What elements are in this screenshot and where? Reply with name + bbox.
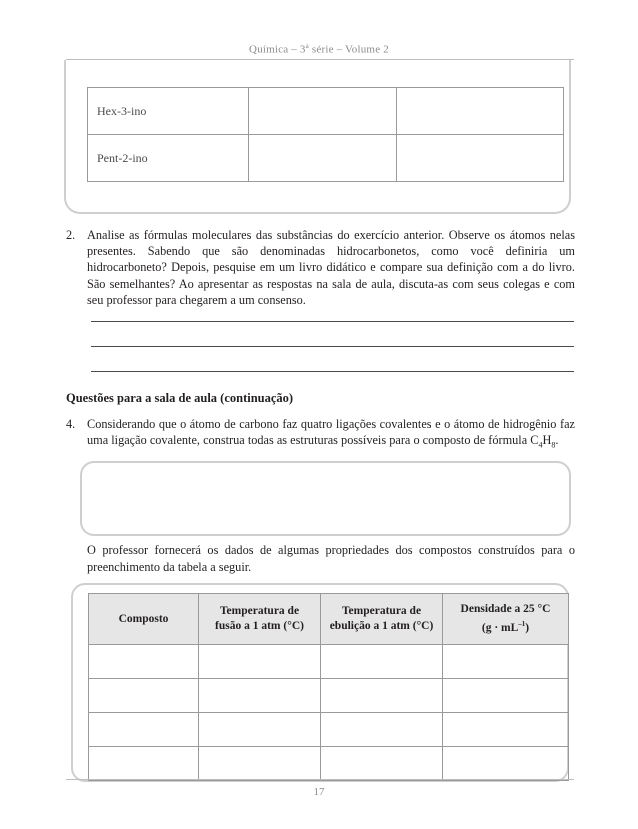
table-row: [88, 88, 564, 135]
answer-cell[interactable]: [443, 747, 569, 781]
table-row: [89, 713, 569, 747]
answer-cell[interactable]: [321, 713, 443, 747]
answer-cell[interactable]: [321, 645, 443, 679]
answer-cell[interactable]: [199, 679, 321, 713]
answer-line[interactable]: [91, 346, 574, 347]
header-density: Densidade a 25 °C $(g \cdot mL^{-1})$: [443, 594, 569, 645]
table-row: [89, 645, 569, 679]
answer-cell[interactable]: [89, 713, 199, 747]
page-number: 17: [313, 786, 325, 798]
answer-cell[interactable]: [397, 135, 564, 182]
question-text: Considerando que o átomo de carbono faz quatro ligações covalentes e o átomo de hidrogênio faz uma ligação covalente, construa todas as estruturas possíveis para o composto de fórmula $C_4H_8$.: [87, 417, 575, 450]
answer-cell[interactable]: [199, 747, 321, 781]
answer-line[interactable]: [91, 321, 574, 322]
answer-cell[interactable]: [321, 747, 443, 781]
compound-name-cell: Pent-2-ino: [88, 135, 249, 182]
section-title: Questões para a sala de aula (continuação): [66, 391, 294, 405]
answer-cell[interactable]: [443, 713, 569, 747]
answer-cell[interactable]: [89, 679, 199, 713]
answer-line[interactable]: [91, 371, 574, 372]
header-boiling-point: Temperatura de ebulição a 1 atm (°C): [321, 594, 443, 645]
answer-cell[interactable]: [249, 135, 397, 182]
structure-answer-box[interactable]: [80, 461, 571, 536]
footer-rule: [66, 779, 574, 780]
question-number: 4.: [66, 417, 76, 431]
answer-cell[interactable]: [199, 713, 321, 747]
compound-name-cell: Hex-3-ino: [88, 88, 249, 135]
properties-table: [88, 593, 569, 781]
answer-cell[interactable]: [443, 679, 569, 713]
compound-table-continuation: [87, 87, 564, 182]
answer-cell[interactable]: [397, 88, 564, 135]
header-melting-point: Temperatura de fusão a 1 atm (°C): [199, 594, 321, 645]
table-row: [89, 747, 569, 781]
header-compound: Composto: [89, 594, 199, 645]
instruction-paragraph: O professor fornecerá os dados de algumas propriedades dos compostos construídos para o preenchimento da tabela a seguir.: [87, 543, 575, 574]
answer-cell[interactable]: [89, 645, 199, 679]
table-row: [89, 679, 569, 713]
table-row: [88, 135, 564, 182]
question-4: [66, 416, 575, 454]
table-header-row: [89, 594, 569, 645]
question-number: 2.: [66, 228, 76, 242]
question-2: [66, 227, 575, 308]
question-text: Analise as fórmulas moleculares das substâncias do exercício anterior. Observe os átomos nelas presentes. Sabendo que são denominadas hidrocarbonetos, como você definiria um hidrocarboneto? Depois, pesquise em um livro didático e compare sua definição com a do livro. São semelhantes? Ao apresentar as respostas na sala de aula, discuta-as com seus colegas e com seu professor para chegarem a um consenso.: [87, 228, 575, 307]
answer-cell[interactable]: [321, 679, 443, 713]
answer-cell[interactable]: [249, 88, 397, 135]
answer-cell[interactable]: [199, 645, 321, 679]
answer-cell[interactable]: [89, 747, 199, 781]
answer-cell[interactable]: [443, 645, 569, 679]
running-header: Química – 3$^a$ série – Volume 2: [249, 42, 389, 56]
